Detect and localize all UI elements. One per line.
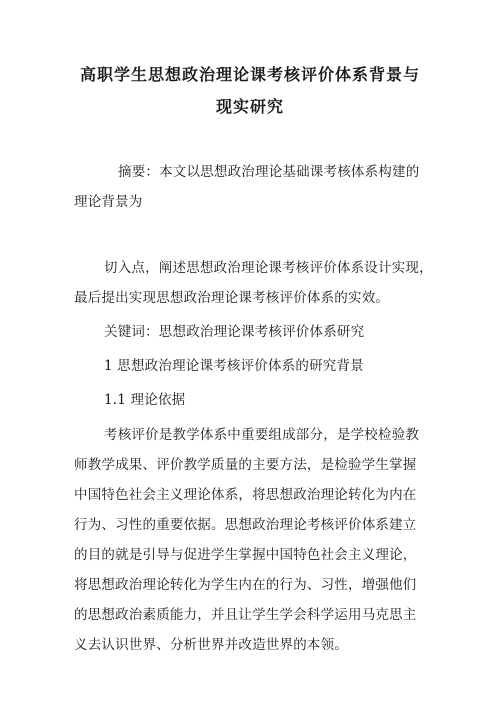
document-title-line-2: 现实研究	[215, 97, 284, 116]
body-line: 义去认识世界、分析世界并改造世界的本领。	[74, 637, 348, 653]
body-line: 的思想政治素质能力，并且让学生学会科学运用马克思主	[74, 607, 417, 623]
abstract-line-1: 摘要：本文以思想政治理论基础课考核体系构建的	[118, 164, 420, 180]
intro-line-2: 最后提出实现思想政治理论课考核评价体系的实效。	[74, 290, 390, 306]
body-line: 将思想政治理论转化为学生内在的行为、习性，增强他们	[74, 577, 417, 593]
document-title-line-1: 高职学生思想政治理论课考核评价体系背景与	[79, 65, 420, 84]
intro-line-1: 切入点，阐述思想政治理论课考核评价体系设计实现，	[104, 260, 433, 276]
body-line: 的目的就是引导与促进学生掌握中国特色社会主义理论，	[74, 547, 417, 563]
abstract-line-2: 理论背景为	[74, 194, 143, 210]
body-line: 中国特色社会主义理论体系，将思想政治理论转化为内在	[74, 487, 417, 503]
body-line: 师教学成果、评价教学质量的主要方法，是检验学生掌握	[74, 457, 417, 473]
body-line: 行为、习性的重要依据。思想政治理论考核评价体系建立	[74, 517, 417, 533]
section-1-1-heading: 1.1 理论依据	[104, 392, 186, 408]
keywords-line: 关键词：思想政治理论课考核评价体系研究	[104, 324, 365, 340]
body-line: 考核评价是教学体系中重要组成部分，是学校检验教	[104, 427, 420, 443]
section-1-heading: 1 思想政治理论课考核评价体系的研究背景	[104, 358, 364, 374]
